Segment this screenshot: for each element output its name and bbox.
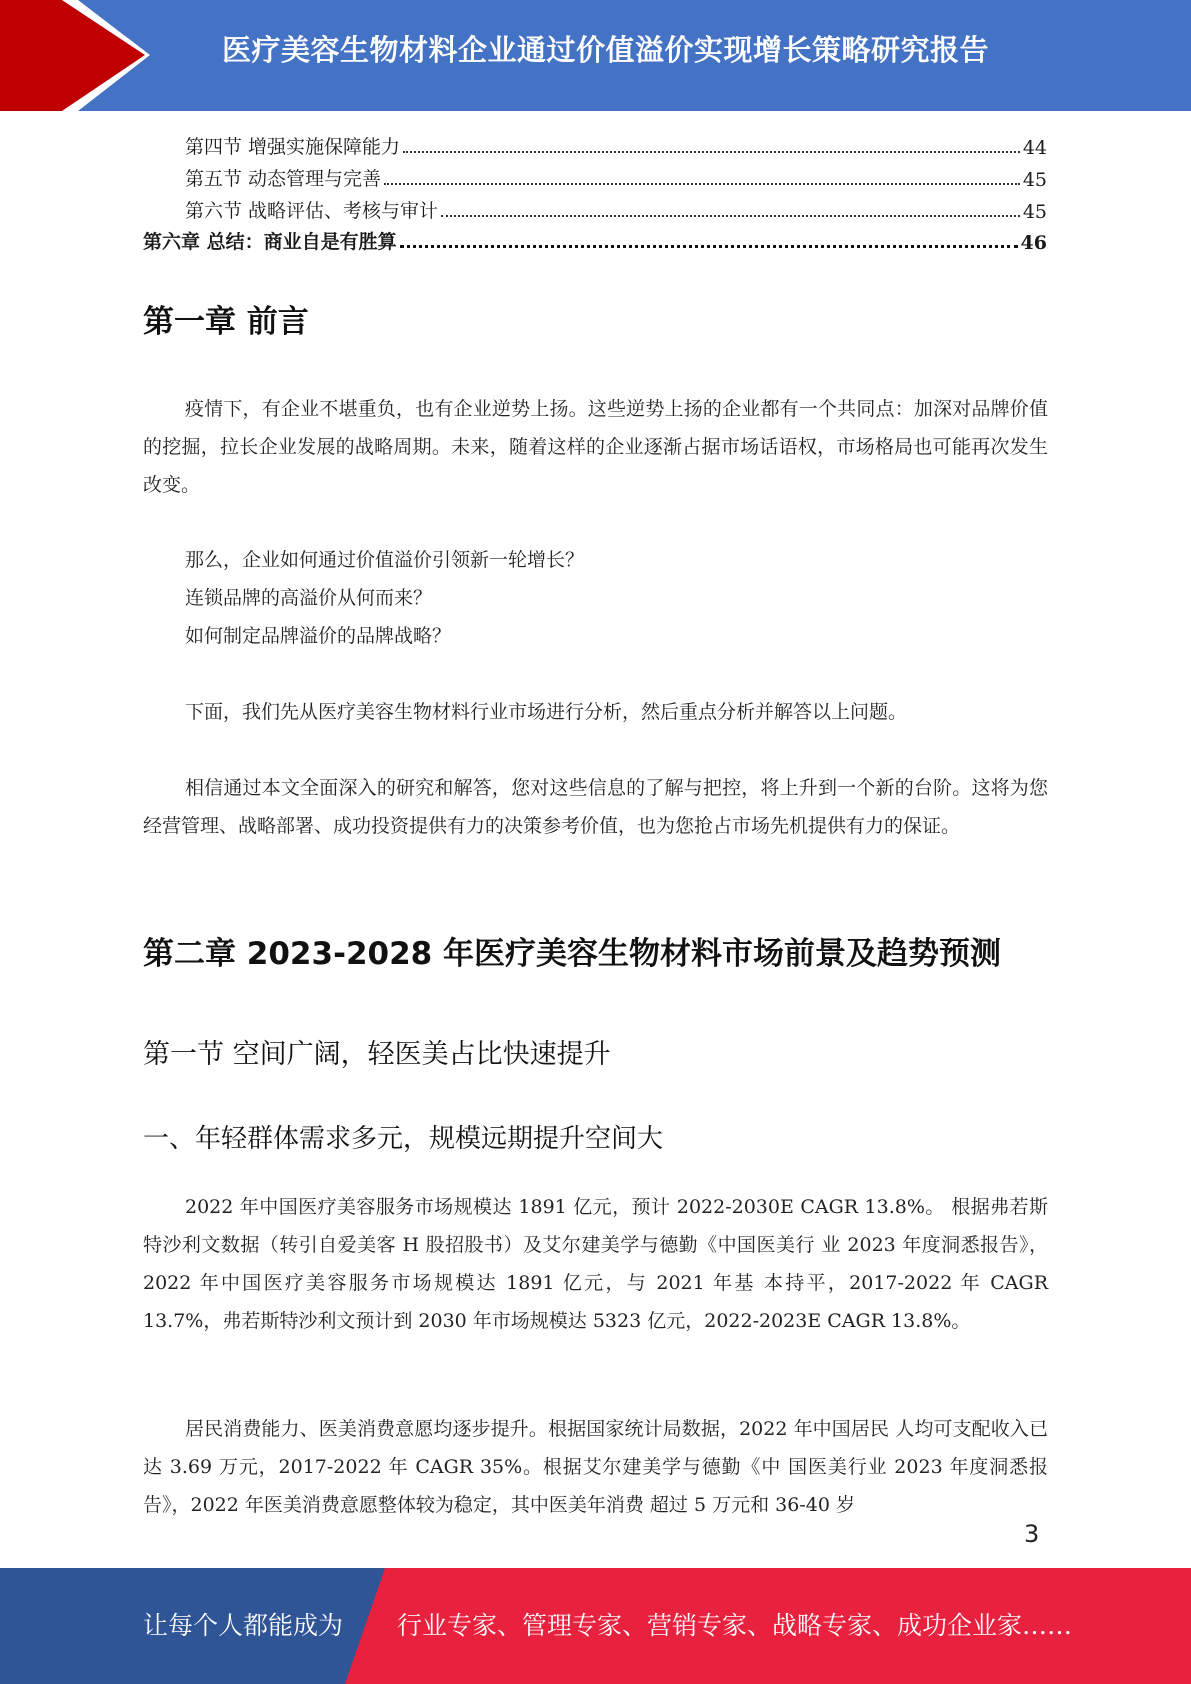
toc-item-label: 第六节 战略评估、考核与审计: [185, 200, 439, 222]
section-1-heading: 第一节 空间广阔，轻医美占比快速提升: [143, 1039, 611, 1070]
toc-leader: [403, 151, 1020, 153]
header-title: 医疗美容生物材料企业通过价值溢价实现增长策略研究报告: [222, 33, 990, 67]
toc-item-page: 44: [1022, 137, 1047, 159]
toc-leader: [441, 215, 1020, 217]
toc-leader: [384, 183, 1020, 185]
toc-item-page: 46: [1020, 232, 1047, 254]
toc-item[interactable]: [143, 191, 1047, 223]
chapter-2-heading: 第二章 2023-2028 年医疗美容生物材料市场前景及趋势预测: [143, 936, 1002, 972]
chapter-2-paragraph-1: 2022 年中国医疗美容服务市场规模达 1891 亿元，预计 2022-2030E CAGR 13.8%。 根据弗若斯特沙利文数据（转引自爱美客 H 股招股书）及艾尔建美学与德勤《中国医美行 业 2023 年度洞悉报告》，2022 年中国医疗美容服务市场规模达 1891 亿元，与 2021 年基 本持平，2017-2022 年 CAGR 13.7%，弗若斯特沙利文预计到 2030 年市场规模达 5323 亿元，2022-2023E CAGR 13.8%。: [143, 1196, 1048, 1332]
page-header: [0, 0, 1191, 111]
toc-leader: [400, 245, 1018, 248]
toc-item-page: 45: [1022, 169, 1047, 191]
footer-slogan-right: 行业专家、管理专家、营销专家、战略专家、成功企业家……: [397, 1611, 1073, 1640]
question-2: 连锁品牌的高溢价从何而来？: [185, 587, 433, 609]
question-1: 那么，企业如何通过价值溢价引领新一轮增长？: [185, 549, 585, 571]
subsection-1-heading: 一、年轻群体需求多元，规模远期提升空间大: [143, 1124, 664, 1154]
toc-item-chapter[interactable]: [143, 222, 1047, 254]
page-footer: [0, 1568, 1191, 1684]
chapter-1-paragraph-1: 疫情下，有企业不堪重负，也有企业逆势上扬。这些逆势上扬的企业都有一个共同点：加深对品牌价值的挖掘，拉长企业发展的战略周期。未来，随着这样的企业逐渐占据市场话语权，市场格局也可能再次发生改变。: [143, 398, 1048, 496]
chapter-1-heading: 第一章 前言: [143, 304, 309, 340]
toc-item-label: 第四节 增强实施保障能力: [185, 136, 401, 158]
chapter-1-paragraph-2: 下面，我们先从医疗美容生物材料行业市场进行分析，然后重点分析并解答以上问题。: [185, 701, 908, 723]
chapter-2-paragraph-2: 居民消费能力、医美消费意愿均逐步提升。根据国家统计局数据，2022 年中国居民 人均可支配收入已达 3.69 万元，2017-2022 年 CAGR 35%。根据艾尔建美学与德勤《中 国医美行业 2023 年度洞悉报告》，2022 年医美消费意愿整体较为稳定，其中医美年消费 超过 5 万元和 36-40 岁: [143, 1418, 1048, 1516]
toc-item-label: 第六章 总结：商业自是有胜算: [143, 231, 397, 253]
question-3: 如何制定品牌溢价的品牌战略？: [185, 625, 452, 647]
page-number: 3: [1024, 1520, 1040, 1548]
toc-item[interactable]: [143, 127, 1047, 159]
toc-item[interactable]: [143, 159, 1047, 191]
header-arrow-icon: [0, 0, 230, 111]
chapter-1-paragraph-3: 相信通过本文全面深入的研究和解答，您对这些信息的了解与把控，将上升到一个新的台阶。这将为您经营管理、战略部署、成功投资提供有力的决策参考价值，也为您抢占市场先机提供有力的保证。: [143, 777, 1048, 837]
toc-item-label: 第五节 动态管理与完善: [185, 168, 382, 190]
toc-item-page: 45: [1022, 201, 1047, 223]
footer-slogan-left: 让每个人都能成为: [143, 1611, 344, 1640]
